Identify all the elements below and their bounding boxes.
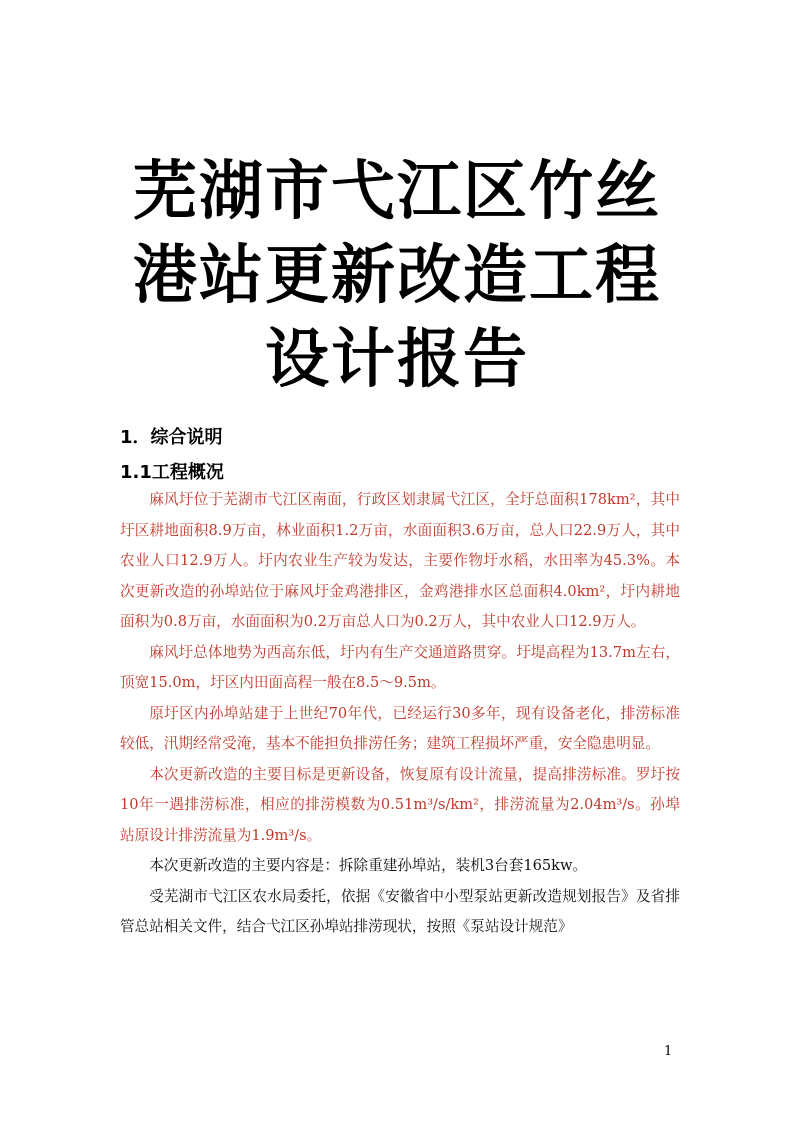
subsection-heading: 1.1工程概况: [120, 462, 224, 483]
report-title: [100, 150, 694, 402]
title-line-3: 设计报告: [265, 323, 529, 397]
body-text: [120, 485, 680, 943]
paragraph-4: 本次更新改造的主要目标是更新设备，恢复原有设计流量，提高排涝标准。罗圩按10年一遇排涝标准，相应的排涝模数为0.51m³/s/km²，排涝流量为2.04m³/s。孙埠站原设计排涝流量为1.9m³/s。: [120, 765, 680, 844]
paragraph-1: 麻风圩位于芜湖市弋江区南面，行政区划隶属弋江区，全圩总面积178km²，其中圩区耕地面积8.9万亩，林业面积1.2万亩，水面面积3.6万亩，总人口22.9万人，其中农业人口12.9万人。圩内农业生产较为发达，主要作物圩水稻，水田率为45.3%。本次更新改造的孙埠站位于麻风圩金鸡港排区，金鸡港排水区总面积4.0km²，圩内耕地面积为0.8万亩，水面面积为0.2万亩总人口为0.2万人，其中农业人口12.9万人。: [120, 491, 680, 630]
paragraph-3: 原圩区内孙埠站建于上世纪70年代，已经运行30多年，现有设备老化，排涝标准较低，汛期经常受淹，基本不能担负排涝任务；建筑工程损坏严重，安全隐患明显。: [120, 704, 680, 752]
title-line-1: 芜湖市弋江区竹丝: [133, 155, 661, 229]
section-heading: 1．综合说明: [120, 427, 223, 448]
paragraph-6: 受芜湖市弋江区农水局委托，依据《安徽省中小型泵站更新改造规划报告》及省排管总站相关文件，结合弋江区孙埠站排涝现状，按照《泵站设计规范》: [120, 887, 680, 935]
paragraph-5: 本次更新改造的主要内容是：拆除重建孙埠站，装机3台套165kw。: [149, 857, 588, 874]
title-line-2: 港站更新改造工程: [133, 239, 661, 313]
page-number: 1: [664, 1044, 673, 1059]
paragraph-2: 麻风圩总体地势为西高东低，圩内有生产交通道路贯穿。圩堤高程为13.7m左右，顶宽15.0m，圩区内田面高程一般在8.5～9.5m。: [120, 643, 680, 691]
